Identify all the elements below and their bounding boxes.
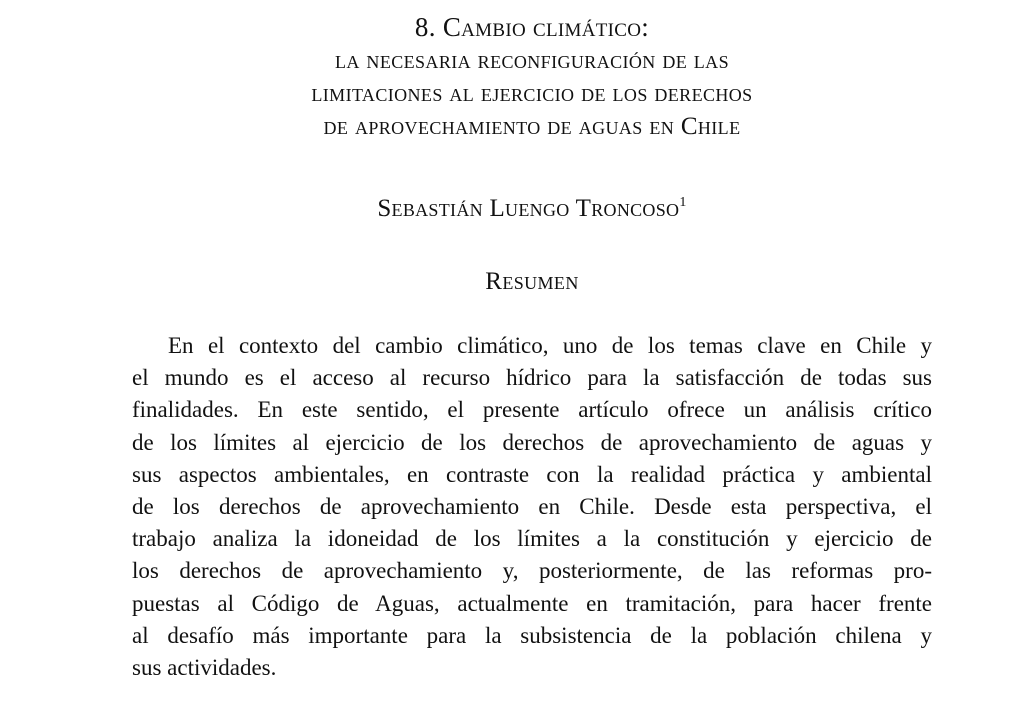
abstract-line: trabajo analiza la idoneidad de los límites a la constitución y ejercicio de <box>132 526 932 552</box>
abstract-line: sus actividades. <box>132 655 277 681</box>
chapter-title-line-2: la necesaria reconfiguración de las <box>334 47 729 74</box>
abstract-paragraph <box>132 330 932 684</box>
chapter-title-line-1: 8. Cambio climático: <box>414 12 650 42</box>
chapter-title-line-3: limitaciones al ejercicio de los derechos <box>311 80 753 107</box>
footnote-marker: 1 <box>679 195 687 210</box>
abstract-line: puestas al Código de Aguas, actualmente en tramitación, para hacer frente <box>132 590 932 616</box>
author-name-block <box>0 188 1024 224</box>
chapter-title <box>0 10 1024 143</box>
abstract-line: de los derechos de aprovechamiento en Chile. Desde esta perspectiva, el <box>132 494 932 520</box>
abstract-line: finalidades. En este sentido, el presente artículo ofrece un análisis crítico <box>132 397 932 423</box>
chapter-title-line-4: de aprovechamiento de aguas en Chile <box>323 113 741 140</box>
section-heading: Resumen <box>485 268 579 295</box>
abstract-line: En el contexto del cambio climático, uno de los temas clave en Chile y <box>168 333 932 358</box>
abstract-line: al desafío más importante para la subsistencia de la población chilena y <box>132 622 932 648</box>
abstract-line: los derechos de aprovechamiento y, posteriormente, de las reformas pro- <box>132 558 932 584</box>
abstract-line: el mundo es el acceso al recurso hídrico para la satisfacción de todas sus <box>132 365 932 391</box>
author-name: Sebastián Luengo Troncoso <box>377 195 680 222</box>
abstract-line: de los límites al ejercicio de los derechos de aprovechamiento de aguas y <box>132 429 932 455</box>
abstract-line: sus aspectos ambientales, en contraste con la realidad práctica y ambiental <box>132 461 932 487</box>
